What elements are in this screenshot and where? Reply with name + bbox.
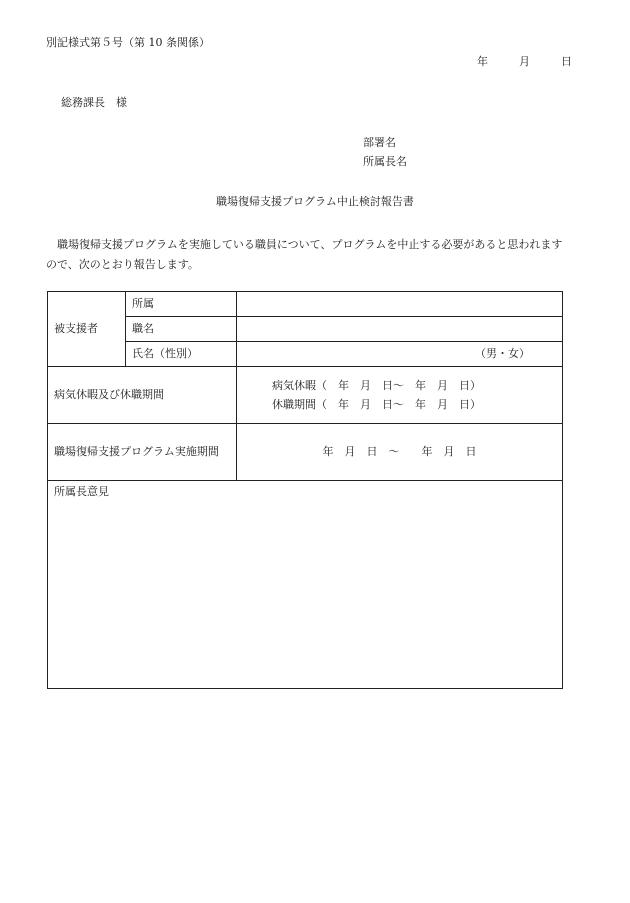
- program-period-label: 職場復帰支援プログラム実施期間: [48, 424, 237, 481]
- date-year: 年: [477, 55, 488, 68]
- table-row: [48, 481, 563, 689]
- table-row: [48, 367, 563, 424]
- sick-leave-line: 病気休暇（ 年 月 日〜 年 月 日）: [272, 379, 481, 392]
- gender-options: （男・女）: [475, 347, 530, 360]
- chief-opinion-label: 所属長意見: [54, 485, 109, 498]
- addressee: 総務課長 様: [61, 96, 127, 109]
- affiliation-label: 所属: [126, 292, 237, 317]
- affiliation-field[interactable]: [237, 292, 563, 317]
- date-day: 日: [561, 55, 572, 68]
- chief-opinion-field[interactable]: [48, 481, 563, 689]
- chief-name-label: 所属長名: [363, 155, 407, 168]
- table-row: [48, 424, 563, 481]
- table-row: [48, 342, 563, 367]
- body-paragraph: 職場復帰支援プログラムを実施している職員について、プログラムを中止する必要があると思われますので、次のとおり報告します。: [46, 238, 563, 271]
- date-line: [477, 55, 572, 69]
- date-month: 月: [519, 55, 530, 68]
- table-row: [48, 292, 563, 317]
- suspension-line: 休職期間（ 年 月 日〜 年 月 日）: [272, 398, 481, 411]
- name-gender-field[interactable]: [237, 342, 563, 367]
- name-gender-label: 氏名（性別）: [126, 342, 237, 367]
- document-title: 職場復帰支援プログラム中止検討報告書: [216, 195, 414, 208]
- supported-person-label: 被支援者: [48, 292, 126, 367]
- job-title-label: 職名: [126, 317, 237, 342]
- table-row: [48, 317, 563, 342]
- leave-period-label: 病気休暇及び休職期間: [48, 367, 237, 424]
- program-period-field[interactable]: 年 月 日 〜 年 月 日: [237, 424, 563, 481]
- report-table: [47, 291, 563, 689]
- dept-label: 部署名: [363, 136, 396, 149]
- form-reference: 別記様式第５号（第 10 条関係）: [46, 36, 210, 49]
- leave-period-field[interactable]: [237, 367, 563, 424]
- job-title-field[interactable]: [237, 317, 563, 342]
